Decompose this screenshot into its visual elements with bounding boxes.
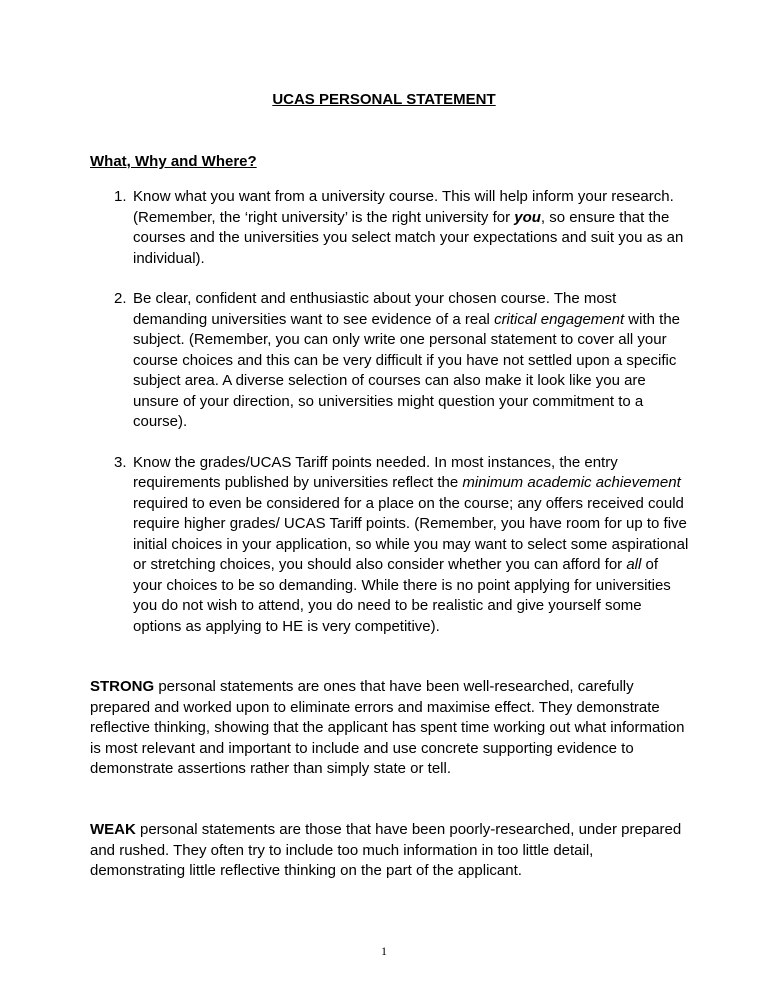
strong-paragraph-text: personal statements are ones that have been well-researched, carefully prepared and worked upon to eliminate errors and maximise effect. They demonstrate reflective thinking, showing that the applicant has spent time working out what information is most relevant and important to include and use concrete supporting evidence to demonstrate assertions rather than simply state or tell.: [90, 678, 685, 777]
weak-paragraph: [90, 820, 690, 882]
section-heading: What, Why and Where?: [90, 153, 257, 170]
weak-lead-word: WEAK: [90, 821, 136, 838]
page-number: 1: [381, 944, 387, 958]
list-item-segment: Know the grades/UCAS Tariff points needed. In most instances, the entry requirements published by universities reflect the: [133, 453, 618, 491]
list-item-number: 1.: [114, 188, 127, 205]
list-item-text: [133, 290, 680, 430]
emphasis-italic: minimum academic achievement: [462, 474, 681, 491]
strong-paragraph: [90, 677, 690, 780]
list-item-segment: Know what you want from a university course. This will help inform your research. (Remember, the ‘right university’ is the right university for: [133, 188, 674, 226]
strong-lead-word: STRONG: [90, 678, 155, 695]
list-item-number: 3.: [114, 453, 127, 471]
emphasis-bold-italic: you: [514, 208, 541, 226]
list-item-text: [133, 188, 683, 267]
weak-paragraph-text: personal statements are those that have been poorly-researched, under prepared and rushed. They often try to include too much information in too little detail, demonstrating little reflective thinking on the part of the applicant.: [90, 821, 682, 879]
list-item: [90, 453, 690, 638]
emphasis-italic: critical engagement: [494, 310, 625, 328]
list-item-segment: required to even be considered for a place on the course; any offers received could require higher grades/ UCAS Tariff points. (Remember, you have room for up to five initial choices in your application, so while you may want to select some aspirational or stretching choices, you should also consider whether you can afford for: [133, 494, 689, 573]
list-item-number: 2.: [114, 290, 127, 307]
list-item: [90, 289, 690, 433]
list-item: [90, 187, 690, 269]
list-item-segment: , so ensure that the courses and the universities you select match your expectations and suit you as an individual).: [133, 208, 684, 267]
emphasis-italic: all: [626, 556, 642, 573]
list-item-segment: Be clear, confident and enthusiastic about your chosen course. The most demanding universities want to see evidence of a real: [133, 290, 617, 328]
document-title: UCAS PERSONAL STATEMENT: [272, 91, 496, 108]
list-item-segment: with the subject. (Remember, you can only write one personal statement to cover all your course choices and this can be very difficult if you have not settled upon a specific subject area. A diverse selection of courses can also make it look like you are unsure of your direction, so universities might question your commitment to a course).: [133, 310, 681, 430]
list-item-text: [133, 454, 688, 635]
list-item-segment: of your choices to be so demanding. While there is no point applying for universities you do not wish to attend, you do need to be realistic and give yourself some options as applying to HE is very competitive).: [133, 556, 671, 635]
numbered-list: [90, 187, 690, 657]
